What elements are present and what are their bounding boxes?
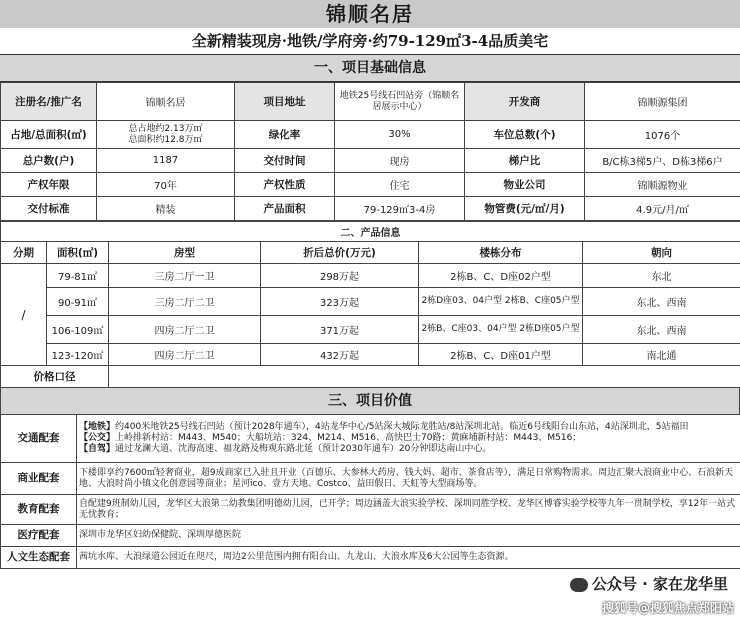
value-units: 1187: [97, 149, 235, 173]
drive-text: 通过龙澜大道、沈海高速、福龙路及梅观东路北延（预计2030年通车）20分钟即达南山中心。: [115, 444, 492, 454]
value-address: 地铁25号线石凹站旁（锦顺名居展示中心）: [335, 83, 465, 121]
label-traffic: 交通配套: [1, 415, 77, 463]
value-row-business: [1, 463, 740, 495]
label-delivery-standard: 交付标准: [1, 197, 97, 221]
product-orientation: 东北、西南: [583, 316, 740, 344]
product-header-row: [1, 242, 740, 264]
product-price: 323万起: [261, 288, 419, 316]
value-delivery-time: 现房: [335, 149, 465, 173]
label-product-size: 产品面积: [235, 197, 335, 221]
value-price-caliber: [109, 366, 740, 388]
value-property-company: 锦顺源物业: [585, 173, 740, 197]
header-layout: 房型: [109, 242, 261, 264]
label-culture: 人文生态配套: [1, 547, 77, 569]
product-orientation: 东北: [583, 264, 740, 288]
value-culture: 茜坑水库、大浪绿道公园近在咫尺，周边2公里范围内拥有阳台山、九龙山、大浪水库及6大公园等生态资源。: [77, 547, 740, 569]
product-orientation: 南北通: [583, 344, 740, 366]
product-area: 106-109㎡: [47, 316, 109, 344]
value-total-area: 总面积约12.8万㎡: [128, 134, 203, 145]
label-address: 项目地址: [235, 83, 335, 121]
product-row: [1, 264, 740, 288]
header-orientation: 朝向: [583, 242, 740, 264]
label-years: 产权年限: [1, 173, 97, 197]
value-product-size: 79-129㎡3-4房: [335, 197, 465, 221]
price-caliber-row: [1, 366, 740, 388]
header-area: 面积(㎡): [47, 242, 109, 264]
label-business: 商业配套: [1, 463, 77, 495]
label-elevator-ratio: 梯户比: [465, 149, 585, 173]
label-nature: 产权性质: [235, 173, 335, 197]
product-price: 298万起: [261, 264, 419, 288]
phase-value: /: [1, 264, 47, 366]
product-layout: 四房二厅二卫: [109, 344, 261, 366]
section-basic-info-heading: 一、项目基础信息: [0, 55, 740, 82]
wechat-watermark: [566, 573, 732, 594]
label-units: 总户数(户): [1, 149, 97, 173]
value-row-traffic: [1, 415, 740, 463]
value-green: 30%: [335, 121, 465, 149]
basic-row-area: [1, 121, 740, 149]
value-table: [0, 414, 740, 569]
project-title: 锦顺名居: [0, 0, 740, 28]
product-table: [0, 221, 740, 388]
wechat-icon: [570, 578, 588, 592]
value-area: [97, 121, 235, 149]
label-parking: 车位总数(个): [465, 121, 585, 149]
basic-row-delivery: [1, 197, 740, 221]
product-row: [1, 316, 740, 344]
product-layout: 四房二厅二卫: [109, 316, 261, 344]
value-row-medical: [1, 525, 740, 547]
product-area: 90-91㎡: [47, 288, 109, 316]
product-layout: 三房二厅二卫: [109, 288, 261, 316]
label-medical: 医疗配套: [1, 525, 77, 547]
value-name: 锦顺名居: [97, 83, 235, 121]
value-land-area: 总占地约2.13万㎡: [128, 123, 203, 134]
metro-tag: 【地铁】: [79, 422, 116, 432]
header-distribution: 楼栋分布: [419, 242, 583, 264]
value-management-fee: 4.9元/月/㎡: [585, 197, 740, 221]
label-management-fee: 物管费(元/㎡/月): [465, 197, 585, 221]
label-name: 注册名/推广名: [1, 83, 97, 121]
basic-info-table: [0, 82, 740, 221]
project-subtitle: 全新精装现房·地铁/学府旁·约79-129㎡3-4品质美宅: [0, 28, 740, 55]
label-price-caliber: 价格口径: [1, 366, 109, 388]
product-section-row: [1, 222, 740, 242]
basic-row-property: [1, 173, 740, 197]
product-distribution: 2栋D座03、04户型 2栋B、C座05户型: [419, 288, 583, 316]
product-price: 432万起: [261, 344, 419, 366]
value-traffic: [77, 415, 740, 463]
product-row: [1, 288, 740, 316]
value-parking: 1076个: [585, 121, 740, 149]
value-elevator-ratio: B/C栋3梯5户、D栋3梯6户: [585, 149, 740, 173]
value-nature: 住宅: [335, 173, 465, 197]
basic-row-units: [1, 149, 740, 173]
section-product-heading: 二、产品信息: [1, 222, 740, 242]
value-medical: 深圳市龙华区妇幼保健院、深圳厚德医院: [77, 525, 740, 547]
product-area: 79-81㎡: [47, 264, 109, 288]
value-row-culture: [1, 547, 740, 569]
bus-tag: 【公交】: [79, 433, 116, 443]
label-delivery-time: 交付时间: [235, 149, 335, 173]
value-row-education: [1, 495, 740, 525]
product-row: [1, 344, 740, 366]
label-education: 教育配套: [1, 495, 77, 525]
header-price: 折后总价(万元): [261, 242, 419, 264]
product-price: 371万起: [261, 316, 419, 344]
header-phase: 分期: [1, 242, 47, 264]
value-developer: 锦顺源集团: [585, 83, 740, 121]
product-distribution: 2栋B、C座03、04户型 2栋D座05户型: [419, 316, 583, 344]
watermark-text: 公众号 · 家在龙华里: [591, 575, 728, 593]
label-area: 占地/总面积(㎡): [1, 121, 97, 149]
basic-row-name: [1, 83, 740, 121]
product-distribution: 2栋B、C、D座01户型: [419, 344, 583, 366]
sohu-watermark: 搜狐号@搜狐焦点郑阳站: [601, 601, 734, 615]
label-green: 绿化率: [235, 121, 335, 149]
product-layout: 三房二厅一卫: [109, 264, 261, 288]
value-education: 自配建9班制幼儿园，龙华区大浪第二幼教集团明德幼儿园，已开学；周边涵盖大浪实验学校、深圳同胜学校、龙华区博睿实验学校等九年一贯制学校，享12年一站式无忧教育；: [77, 495, 740, 525]
section-value-heading: 三、项目价值: [0, 388, 740, 414]
bus-text: 上岭排新村站：M443、M540；大船坑站：324、M214、M516、高快巴士70路；黄麻埔新村站：M443、M516；: [115, 433, 582, 443]
value-business: 下楼即享约7600㎡轻奢商业，超9成商家已入驻且开业（百德乐、大参林大药房、钱大妈、超市、茶食店等），满足日常购物需求。周边汇聚大浪商业中心、石浪新天地、大浪时尚小镇文化创意园等商业；星河ico、壹方天地、Costco、益田假日、天虹等大型商场等。: [77, 463, 740, 495]
value-years: 70年: [97, 173, 235, 197]
drive-tag: 【自驾】: [79, 444, 116, 454]
metro-text: 约400米地铁25号线石凹站（预计2028年通车），4站龙华中心/5站深大城际龙胜站/8站深圳北站。临近6号线阳台山东站，4站深圳北，5站福田: [115, 422, 689, 432]
product-area: 123-120㎡: [47, 344, 109, 366]
label-developer: 开发商: [465, 83, 585, 121]
label-property-company: 物业公司: [465, 173, 585, 197]
product-distribution: 2栋B、C、D座02户型: [419, 264, 583, 288]
value-delivery-standard: 精装: [97, 197, 235, 221]
product-orientation: 东北、西南: [583, 288, 740, 316]
